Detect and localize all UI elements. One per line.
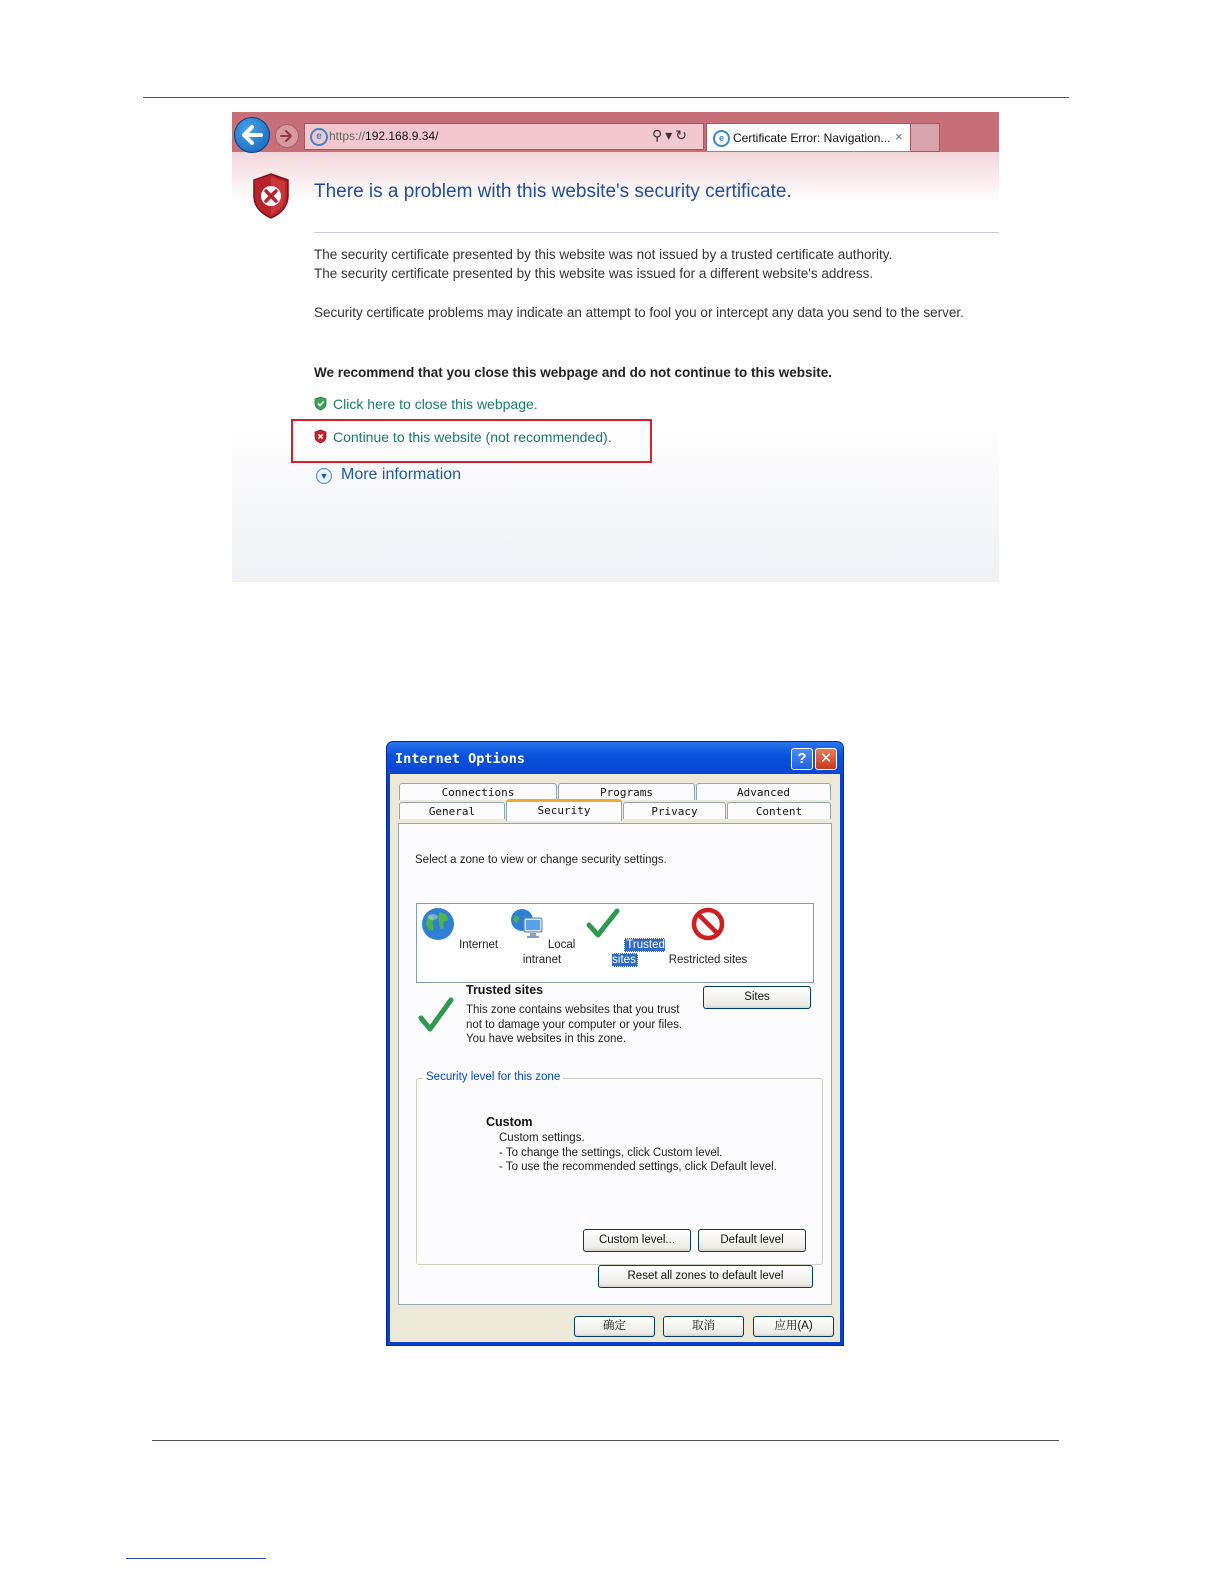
error-reason-1: The security certificate presented by this website was not issued by a trusted certificate authority. <box>314 247 893 262</box>
expand-chevron-icon: ▼ <box>316 468 332 484</box>
ok-button[interactable]: 确定 <box>574 1316 655 1337</box>
error-warning: Security certificate problems may indicate an attempt to fool you or intercept any data you send to the server. <box>314 305 964 320</box>
dialog-body <box>390 774 840 1342</box>
page-bottom-rule <box>152 1440 1059 1441</box>
browser-tab[interactable] <box>706 123 912 151</box>
zone-label-trusted-sites: Trusted sites <box>612 939 665 966</box>
tab-close-icon[interactable]: × <box>895 129 903 144</box>
search-icon[interactable]: ⚲ <box>652 127 666 143</box>
selected-zone-title: Trusted sites <box>466 983 544 997</box>
internet-options-dialog <box>386 741 844 1346</box>
page-top-rule <box>143 97 1069 98</box>
zone-local-intranet[interactable] <box>502 906 582 968</box>
sites-button[interactable]: Sites <box>703 986 811 1009</box>
tab-content[interactable]: Content <box>727 802 831 819</box>
level-desc-line: - To use the recommended settings, click Default level. <box>499 1161 777 1173</box>
address-tools <box>652 127 690 144</box>
tab-advanced[interactable]: Advanced <box>696 783 831 800</box>
trusted-sites-check-icon <box>418 996 454 1034</box>
level-desc-line: - To change the settings, click Custom level. <box>499 1146 723 1159</box>
zone-trusted-sites[interactable] <box>585 906 665 968</box>
zone-label-restricted-sites: Restricted sites <box>668 954 748 966</box>
zone-description-text: This zone contains websites that you trust not to damage your computer or your files. <box>466 1004 683 1031</box>
close-page-link[interactable] <box>314 396 538 412</box>
error-title: There is a problem with this website's security certificate. <box>314 181 792 202</box>
close-button[interactable]: ✕ <box>815 748 837 770</box>
title-divider <box>314 232 999 233</box>
address-bar[interactable] <box>304 123 704 150</box>
zone-restricted-sites[interactable] <box>668 906 748 968</box>
help-button[interactable]: ? <box>791 748 813 770</box>
cancel-button[interactable]: 取消 <box>663 1316 744 1337</box>
browser-window <box>232 112 999 582</box>
zone-list <box>416 903 814 983</box>
reset-zones-button[interactable]: Reset all zones to default level <box>598 1265 813 1288</box>
address-host: 192.168.9.34/ <box>365 129 439 143</box>
level-desc-line: Custom settings. <box>499 1132 585 1144</box>
forward-arrow-icon <box>276 125 298 147</box>
tab-programs[interactable]: Programs <box>558 783 695 800</box>
dialog-titlebar[interactable] <box>387 742 843 774</box>
zone-prompt: Select a zone to view or change security settings. <box>415 854 667 866</box>
close-page-link-label: Click here to close this webpage. <box>333 396 538 412</box>
intranet-icon <box>509 906 545 942</box>
error-shield-icon <box>250 172 292 220</box>
ie-tab-icon: e <box>713 130 730 147</box>
globe-icon <box>420 906 456 942</box>
footnote-rule <box>126 1558 266 1559</box>
level-title: Custom <box>486 1115 533 1129</box>
custom-level-button[interactable]: Custom level... <box>583 1229 691 1252</box>
back-button[interactable] <box>234 117 270 153</box>
restricted-icon <box>690 906 726 942</box>
tab-privacy[interactable]: Privacy <box>623 802 726 819</box>
zone-label-local-intranet: Local intranet <box>522 939 576 966</box>
zone-internet[interactable] <box>419 906 499 953</box>
security-level-label: Security level for this zone <box>423 1071 563 1083</box>
level-description <box>499 1131 777 1175</box>
new-tab-button[interactable] <box>910 123 940 152</box>
zone-note-text: You have websites in this zone. <box>466 1033 627 1045</box>
checkmark-icon <box>585 906 621 942</box>
selected-zone-description <box>466 1003 686 1047</box>
more-information-toggle[interactable] <box>316 466 461 484</box>
address-text <box>329 129 438 143</box>
green-shield-icon <box>314 396 327 411</box>
security-tab-panel <box>398 823 832 1305</box>
dialog-title: Internet Options <box>395 751 526 767</box>
continue-link-label: Continue to this website (not recommended). <box>333 429 612 445</box>
error-reason-2: The security certificate presented by this website was issued for a different website's address. <box>314 266 874 281</box>
recommendation-text: We recommend that you close this webpage and do not continue to this website. <box>314 365 833 380</box>
tab-security[interactable]: Security <box>506 799 622 821</box>
dropdown-icon[interactable]: ▾ <box>665 127 676 143</box>
default-level-button[interactable]: Default level <box>698 1229 806 1252</box>
zone-label-internet: Internet <box>459 939 499 951</box>
address-protocol: https:// <box>329 129 366 143</box>
more-information-label: More information <box>341 466 462 483</box>
tab-general[interactable]: General <box>399 802 505 819</box>
apply-button[interactable]: 应用(A) <box>753 1316 834 1337</box>
tab-title: Certificate Error: Navigation... <box>733 131 891 145</box>
ie-page-icon: e <box>310 128 328 146</box>
refresh-icon[interactable]: ↻ <box>675 127 691 143</box>
forward-button[interactable] <box>275 124 299 148</box>
highlight-box <box>291 419 652 463</box>
back-arrow-icon <box>235 118 269 152</box>
tab-connections[interactable]: Connections <box>399 783 557 800</box>
